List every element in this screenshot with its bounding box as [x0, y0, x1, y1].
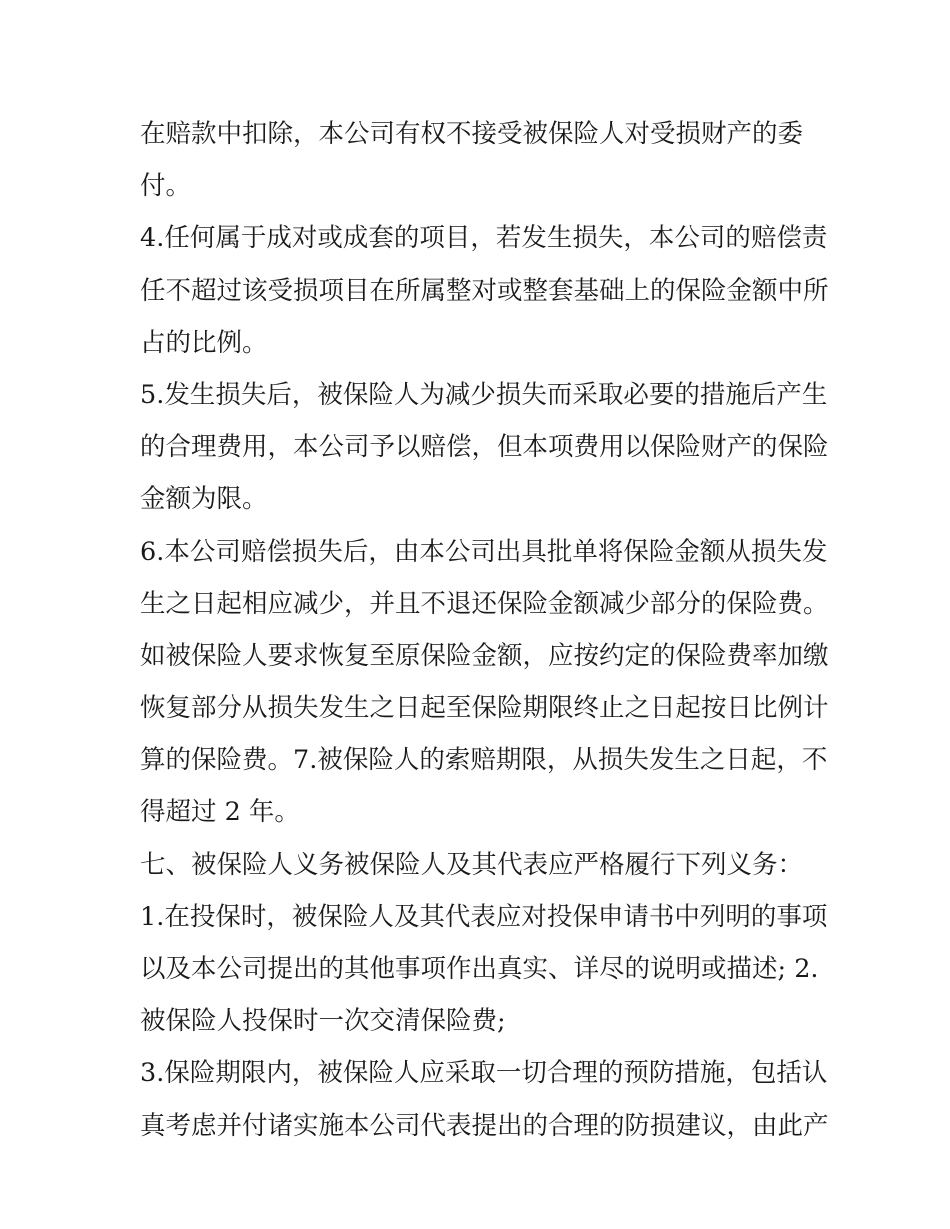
text-line: 1.在投保时，被保险人及其代表应对投保申请书中列明的事项 — [140, 901, 828, 932]
text-line: 付。 — [140, 171, 192, 202]
text-line: 在赔款中扣除，本公司有权不接受被保险人对受损财产的委 — [140, 119, 804, 149]
document-body — [140, 108, 829, 1152]
text-line: 5.发生损失后，被保险人为减少损失而采取必要的措施后产生 — [140, 379, 828, 410]
text-line: 3.保险期限内，被保险人应采取一切合理的预防措施，包括认 — [140, 1058, 828, 1089]
text-line: 金额为限。 — [140, 484, 268, 515]
text-line: 占的比例。 — [140, 327, 268, 358]
text-line: 真考虑并付诸实施本公司代表提出的合理的防损建议，由此产 — [140, 1110, 829, 1141]
text-line: 4.任何属于成对或成套的项目，若发生损失，本公司的赔偿责 — [140, 223, 828, 254]
text-line: 被保险人投保时一次交清保险费; — [140, 1006, 506, 1037]
text-line: 6.本公司赔偿损失后，由本公司出具批单将保险金额从损失发 — [140, 536, 828, 567]
text-line: 算的保险费。7.被保险人的索赔期限，从损失发生之日起，不 — [140, 745, 828, 776]
text-line: 任不超过该受损项目在所属整对或整套基础上的保险金额中所 — [140, 275, 829, 306]
section-heading: 七、被保险人义务被保险人及其代表应严格履行下列义务： — [140, 849, 804, 880]
text-line: 的合理费用，本公司予以赔偿，但本项费用以保险财产的保险 — [140, 432, 829, 463]
text-line: 如被保险人要求恢复至原保险金额，应按约定的保险费率加缴 — [140, 640, 829, 671]
text-line: 生之日起相应减少，并且不退还保险金额减少部分的保险费。 — [140, 588, 829, 619]
text-line: 得超过 2 年。 — [140, 797, 300, 828]
text-line: 恢复部分从损失发生之日起至保险期限终止之日起按日比例计 — [140, 693, 829, 724]
text-line: 以及本公司提出的其他事项作出真实、详尽的说明或描述; 2. — [140, 954, 819, 984]
